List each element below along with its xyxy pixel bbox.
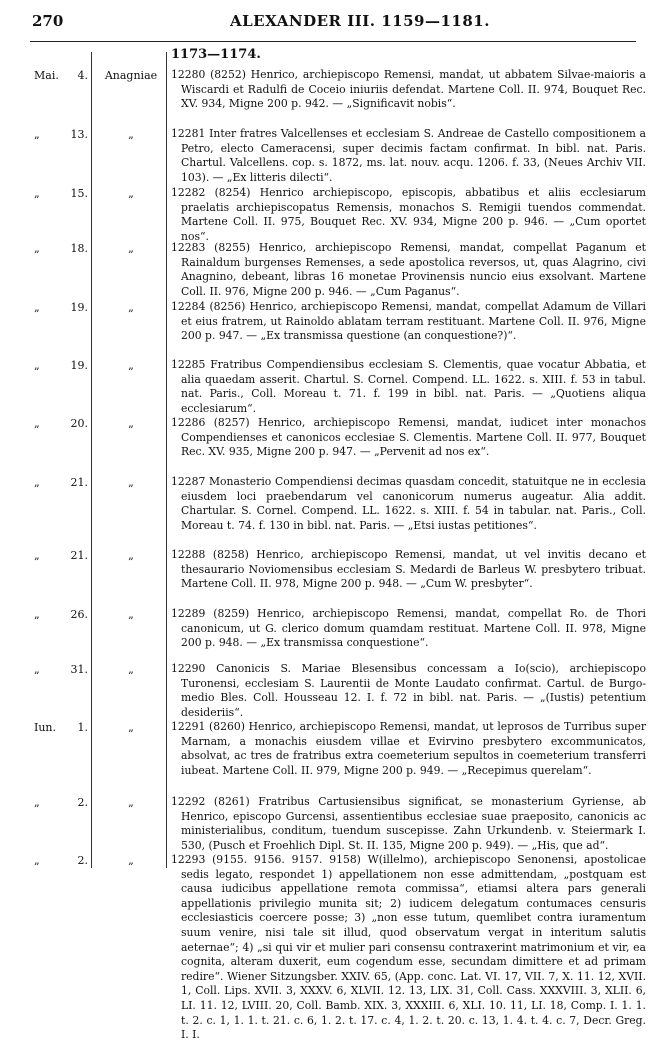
entry-text: 12287 Monasterio Compendiensi decimas quasdam concedit, statuitque ne in ecclesia eiusdem loci praebendarum vel canonicorum numerus augeatur. Alia addit. Chartular. S. Cornel. Compend. LL. 1622. s. XIII. f. 54 in tabular. nat. Paris., Coll. Moreau t. 74. f. 130 in bibl. nat. Paris. — „Etsi iustas petitiones“. (171, 475, 646, 532)
entry-month: „ (34, 301, 40, 314)
page-number: 270 (32, 12, 64, 30)
entry-text: 12283 (8255) Henrico, archiepiscopo Remensi, mandat, compellat Paganum et Rainaldum burgenses Remenses, a sede apostolica reversos, ut, quas Alagrino, civi Anagnino, debeant, libras 16 monetae Provinensis nuncio eius exsolvant. Martene Coll. II. 976, Migne 200 p. 946. — „Cum Paganus“. (171, 241, 646, 298)
entry-day: 2. (77, 796, 88, 809)
column-rule-place (166, 52, 167, 868)
entry-month: „ (34, 854, 40, 867)
entry-day: 15. (70, 187, 88, 200)
entry-place: „ (128, 359, 134, 372)
entry-place: „ (128, 476, 134, 489)
entry-text: 12293 (9155. 9156. 9157. 9158) W(illelmo), archiepiscopo Senonensi, apostolicae sedis legato, respondet 1) appellationem non esse admittendam, „postquam est causa iudicibus appellatione remota commissa“, etiamsi altera pars generali appellationis privilegio munita sit; 2) iudicem delegatum contumaces censuris ecclesiasticis coercere posse; 3) „non esse tutum, quemlibet contra iuramentum suum venire, nisi tale sit illud, quod observatum vergat in interitum salutis aeternae“; 4) „si qui vir et mulier pari consensu contraxerint matrimonium et vir, ea cognita, alteram duxerit, eum cogendum esse, secundam dimittere et ad primam redire“. Wiener Sitzungsber. XXIV. 65, (App. conc. Lat. VI. 17, VII. 7, X. 11. 12, XVII. 1, Coll. Lips. XVII. 3, XXXV. 6, XLVII. 12. 13, LIX. 31, Coll. Cass. XXXVIII. 3, XLII. 6, LI. 11. 12, LVIII. 20, Coll. Bamb. XIX. 3, XXXIII. 6, XLI. 10. 11, LI. 18, Comp. I. 1. 1. t. 2. c. 1, 1. 1. t. 21. c. 6, 1. 2. t. 17. c. 4, 1. 2. t. 20. c. 13, 1. 4. t. 4. c. 7, Decr. Greg. I. I. (171, 853, 646, 1042)
entry-day: 18. (70, 242, 88, 255)
entry-month: Iun. (34, 721, 57, 734)
entry-place: Anagniae (104, 69, 158, 82)
entry-text: 12292 (8261) Fratribus Cartusiensibus significat, se monasterium Gyriense, ab Henrico, episcopo Gurcensi, assentientibus ecclesiae suae praeposito, canonicis ac ministerialibus, conditum, tuendum suscepisse. Zahn Urkundenb. v. Steiermark I. 530, (Pusch et Froehlich Dipl. St. II. 135, Migne 200 p. 949). — „His, que ad“. (171, 795, 646, 852)
entry-place: „ (128, 417, 134, 430)
entry-day: 1. (77, 721, 88, 734)
entry-day: 19. (70, 301, 88, 314)
entry-day: 13. (70, 128, 88, 141)
running-header (0, 12, 650, 32)
entry-day: 4. (77, 69, 88, 82)
entry-month: „ (34, 128, 40, 141)
entry-month: „ (34, 242, 40, 255)
entry-day: 2. (77, 854, 88, 867)
entry-text: 12286 (8257) Henrico, archiepiscopo Remensi, mandat, iudicet inter monachos Compendienses et canonicos ecclesiae S. Clementis. Martene Coll. II. 977, Bouquet Rec. XV. 935, Migne 200 p. 947. — „Pervenit ad nos ex“. (171, 416, 646, 459)
header-rule (30, 41, 636, 42)
entry-month: „ (34, 663, 40, 676)
entry-place: „ (128, 242, 134, 255)
entry-text: 12281 Inter fratres Valcellenses et ecclesiam S. Andreae de Castello compositionem a Petro, electo Cameracensi, super decimis factam confirmat. In bibl. nat. Paris. Chartul. Valcellens. cop. s. 1872, ms. lat. nouv. acqu. 1206. f. 33, (Neues Archiv VII. 103). — „Ex litteris dilecti“. (171, 127, 646, 184)
entry-month: „ (34, 608, 40, 621)
entry-text: 12280 (8252) Henrico, archiepiscopo Remensi, mandat, ut abbatem Silvae-maioris a Wiscardi et Radulfi de Coceio iniuriis defendat. Martene Coll. II. 974, Bouquet Rec. XV. 934, Migne 200 p. 942. — „Significavit nobis“. (171, 68, 646, 111)
entry-day: 21. (70, 476, 88, 489)
entry-month: „ (34, 359, 40, 372)
entry-text: 12288 (8258) Henrico, archiepiscopo Remensi, mandat, ut vel invitis decano et thesaurario Noviomensibus ecclesiam S. Medardi de Barleus W. presbytero tribuat. Martene Coll. II. 978, Migne 200 p. 948. — „Cum W. presbyter“. (171, 548, 646, 591)
entry-month: „ (34, 187, 40, 200)
entry-place: „ (128, 663, 134, 676)
entry-day: 20. (70, 417, 88, 430)
entry-text: 12289 (8259) Henrico, archiepiscopo Remensi, mandat, compellat Ro. de Thori canonicum, ut G. clerico domum quamdam restituat. Martene Coll. II. 978, Migne 200 p. 948. — „Ex transmissa conquestione“. (171, 607, 646, 650)
entry-place: „ (128, 187, 134, 200)
entry-day: 26. (70, 608, 88, 621)
entry-day: 19. (70, 359, 88, 372)
entry-place: „ (128, 549, 134, 562)
entry-month: „ (34, 549, 40, 562)
entry-place: „ (128, 721, 134, 734)
entry-place: „ (128, 608, 134, 621)
entry-text: 12291 (8260) Henrico, archiepiscopo Remensi, mandat, ut leprosos de Turribus super Marnam, a monachis eiusdem villae et Evirvino presbytero excommunicatos, absolvat, ac tres de fratribus extra coemeterium sepultos in coemeterium transferri iubeat. Martene Coll. II. 979, Migne 200 p. 949. — „Recepimus querelam“. (171, 720, 646, 777)
year-heading: 1173—1174. (171, 47, 261, 62)
entry-text: 12284 (8256) Henrico, archiepiscopo Remensi, mandat, compellat Adamum de Villari et eius fratrem, ut Rainoldo ablatam terram restituant. Martene Coll. II. 976, Migne 200 p. 947. — „Ex transmissa questione (an conquestione?)“. (171, 300, 646, 343)
column-rule-date (91, 52, 92, 868)
entry-day: 31. (70, 663, 88, 676)
entry-month: „ (34, 476, 40, 489)
entry-place: „ (128, 854, 134, 867)
entry-text: 12290 Canonicis S. Mariae Blesensibus concessam a Io(scio), archiepiscopo Turonensi, ecclesiam S. Laurentii de Monte Laudato confirmat. Cartul. de Burgo-medio Bles. Coll. Housseau 12. I. f. 72 in bibl. nat. Paris. — „(Iustis) petentium desideriis“. (171, 662, 646, 719)
entry-text: 12282 (8254) Henrico archiepiscopo, episcopis, abbatibus et aliis ecclesiarum praelatis archiepiscopatus Remensis, monachos S. Remigii tuendos commendat. Martene Coll. II. 975, Bouquet Rec. XV. 934, Migne 200 p. 946. — „Cum oportet nos“. (171, 186, 646, 243)
entry-month: „ (34, 796, 40, 809)
entry-place: „ (128, 301, 134, 314)
entry-place: „ (128, 796, 134, 809)
entry-place: „ (128, 128, 134, 141)
entry-month: Mai. (34, 69, 59, 82)
entry-month: „ (34, 417, 40, 430)
entry-text: 12285 Fratribus Compendiensibus ecclesiam S. Clementis, quae vocatur Abbatia, et alia quaedam asserit. Chartul. S. Cornel. Compend. LL. 1622. s. XIII. f. 53 in tabul. nat. Paris., Coll. Moreau t. 71. f. 199 in bibl. nat. Paris. — „Quotiens aliqua ecclesiarum“. (171, 358, 646, 415)
entry-day: 21. (70, 549, 88, 562)
running-title: ALEXANDER III. 1159—1181. (230, 12, 490, 30)
